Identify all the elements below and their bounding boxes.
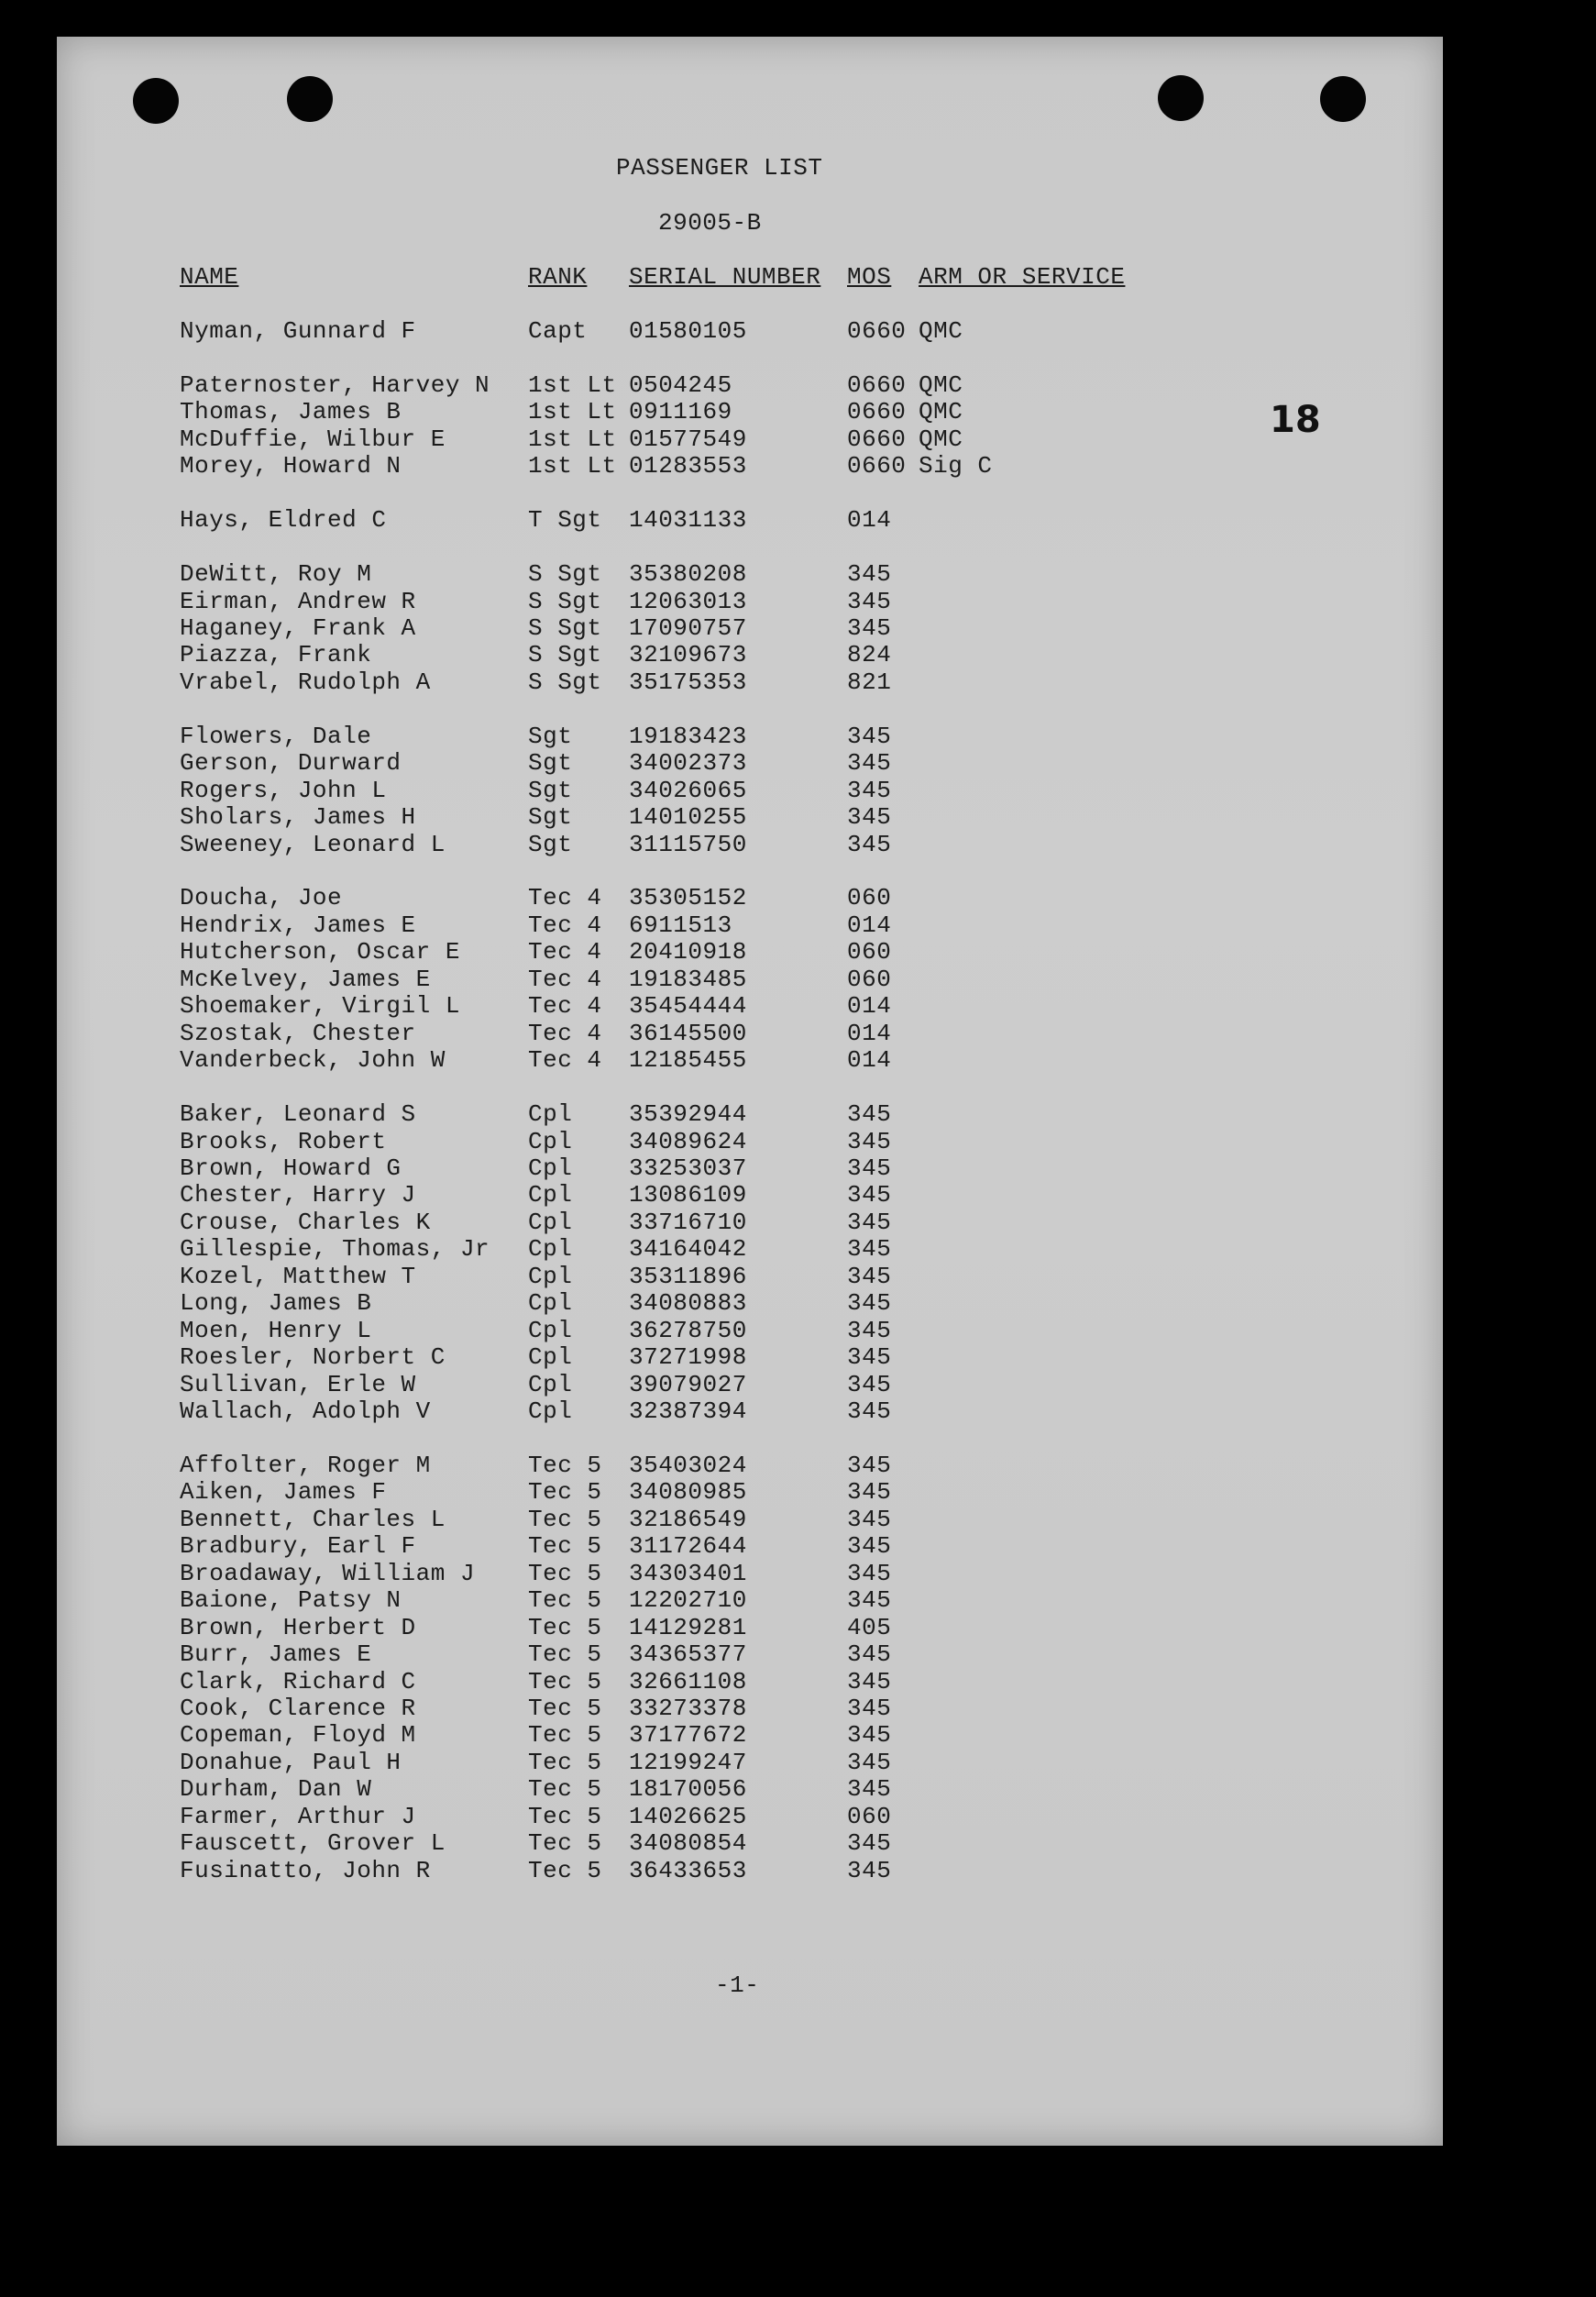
passenger-mos: 0660 — [847, 371, 907, 399]
passenger-mos: 345 — [847, 723, 892, 750]
passenger-mos: 345 — [847, 1154, 892, 1182]
punch-hole — [1320, 76, 1366, 122]
table-row — [0, 1263, 1596, 1290]
table-row — [0, 1668, 1596, 1695]
table-row — [0, 1181, 1596, 1209]
table-row — [0, 1829, 1596, 1857]
table-row — [0, 911, 1596, 939]
passenger-mos: 345 — [847, 749, 892, 777]
passenger-serial-number: 34080985 — [629, 1478, 747, 1506]
passenger-serial-number: 34080854 — [629, 1829, 747, 1857]
passenger-mos: 345 — [847, 1749, 892, 1776]
passenger-serial-number: 34365377 — [629, 1640, 747, 1668]
passenger-rank: Sgt — [528, 723, 573, 750]
passenger-mos: 345 — [847, 1343, 892, 1371]
passenger-mos: 345 — [847, 1181, 892, 1209]
passenger-rank: Cpl — [528, 1181, 573, 1209]
passenger-mos: 014 — [847, 1020, 892, 1047]
passenger-name: Sullivan, Erle W — [180, 1371, 416, 1398]
passenger-name: Broadaway, William J — [180, 1560, 476, 1587]
table-row — [0, 1478, 1596, 1506]
passenger-serial-number: 36145500 — [629, 1020, 747, 1047]
passenger-serial-number: 17090757 — [629, 614, 747, 642]
table-row — [0, 1775, 1596, 1803]
table-row — [0, 1506, 1596, 1533]
passenger-mos: 345 — [847, 1317, 892, 1344]
passenger-mos: 345 — [847, 614, 892, 642]
passenger-rank: S Sgt — [528, 641, 602, 668]
passenger-mos: 405 — [847, 1614, 892, 1641]
passenger-rank: Capt — [528, 317, 588, 345]
passenger-rank: Tec 4 — [528, 1020, 602, 1047]
passenger-serial-number: 33253037 — [629, 1154, 747, 1182]
passenger-name: Morey, Howard N — [180, 452, 402, 480]
table-row — [0, 938, 1596, 966]
passenger-name: Roesler, Norbert C — [180, 1343, 446, 1371]
passenger-rank: Tec 5 — [528, 1775, 602, 1803]
passenger-rank: Tec 5 — [528, 1452, 602, 1479]
passenger-mos: 345 — [847, 588, 892, 615]
passenger-serial-number: 33716710 — [629, 1209, 747, 1236]
passenger-name: Sweeney, Leonard L — [180, 831, 446, 858]
table-row — [0, 425, 1596, 453]
table-row — [0, 614, 1596, 642]
passenger-serial-number: 35454444 — [629, 992, 747, 1020]
passenger-mos: 345 — [847, 1532, 892, 1560]
passenger-name: Gillespie, Thomas, Jr — [180, 1235, 490, 1263]
passenger-name: Gerson, Durward — [180, 749, 402, 777]
table-row — [0, 1020, 1596, 1047]
passenger-serial-number: 01577549 — [629, 425, 747, 453]
header-name: NAME — [180, 263, 239, 291]
passenger-mos: 0660 — [847, 317, 907, 345]
passenger-rank: 1st Lt — [528, 398, 617, 425]
passenger-serial-number: 34089624 — [629, 1128, 747, 1155]
passenger-rank: Cpl — [528, 1263, 573, 1290]
passenger-mos: 345 — [847, 1721, 892, 1749]
passenger-serial-number: 33273378 — [629, 1695, 747, 1722]
passenger-rank: Tec 5 — [528, 1803, 602, 1830]
passenger-serial-number: 12202710 — [629, 1586, 747, 1614]
passenger-serial-number: 20410918 — [629, 938, 747, 966]
passenger-serial-number: 14026625 — [629, 1803, 747, 1830]
passenger-serial-number: 13086109 — [629, 1181, 747, 1209]
passenger-name: Copeman, Floyd M — [180, 1721, 416, 1749]
passenger-mos: 0660 — [847, 398, 907, 425]
passenger-name: Fusinatto, John R — [180, 1857, 431, 1884]
passenger-rank: Tec 5 — [528, 1478, 602, 1506]
passenger-serial-number: 32186549 — [629, 1506, 747, 1533]
passenger-mos: 345 — [847, 1289, 892, 1317]
table-row — [0, 1343, 1596, 1371]
passenger-mos: 345 — [847, 560, 892, 588]
passenger-rank: Sgt — [528, 803, 573, 831]
passenger-name: Hutcherson, Oscar E — [180, 938, 460, 966]
table-row — [0, 506, 1596, 534]
passenger-serial-number: 12063013 — [629, 588, 747, 615]
passenger-rank: Tec 5 — [528, 1560, 602, 1587]
passenger-name: Kozel, Matthew T — [180, 1263, 416, 1290]
passenger-serial-number: 12199247 — [629, 1749, 747, 1776]
passenger-mos: 345 — [847, 1235, 892, 1263]
passenger-rank: Tec 5 — [528, 1695, 602, 1722]
passenger-mos: 014 — [847, 506, 892, 534]
passenger-serial-number: 37177672 — [629, 1721, 747, 1749]
passenger-serial-number: 35392944 — [629, 1100, 747, 1128]
passenger-mos: 014 — [847, 992, 892, 1020]
passenger-serial-number: 31172644 — [629, 1532, 747, 1560]
passenger-rank: T Sgt — [528, 506, 602, 534]
table-row — [0, 1803, 1596, 1830]
table-row — [0, 1560, 1596, 1587]
table-row — [0, 992, 1596, 1020]
passenger-name: Hays, Eldred C — [180, 506, 387, 534]
passenger-name: Farmer, Arthur J — [180, 1803, 416, 1830]
passenger-mos: 345 — [847, 1397, 892, 1425]
passenger-serial-number: 0504245 — [629, 371, 732, 399]
passenger-rank: Tec 5 — [528, 1640, 602, 1668]
passenger-name: Donahue, Paul H — [180, 1749, 402, 1776]
passenger-mos: 0660 — [847, 425, 907, 453]
passenger-rank: Tec 4 — [528, 1046, 602, 1074]
passenger-serial-number: 34164042 — [629, 1235, 747, 1263]
passenger-name: Hendrix, James E — [180, 911, 416, 939]
passenger-serial-number: 35175353 — [629, 668, 747, 696]
table-row — [0, 371, 1596, 399]
passenger-name: McKelvey, James E — [180, 966, 431, 993]
passenger-serial-number: 37271998 — [629, 1343, 747, 1371]
passenger-mos: 345 — [847, 1586, 892, 1614]
passenger-name: Chester, Harry J — [180, 1181, 416, 1209]
header-serial-number: SERIAL NUMBER — [629, 263, 821, 291]
header-arm-or-service: ARM OR SERVICE — [919, 263, 1126, 291]
passenger-serial-number: 14129281 — [629, 1614, 747, 1641]
passenger-rank: Cpl — [528, 1317, 573, 1344]
passenger-name: Szostak, Chester — [180, 1020, 416, 1047]
passenger-serial-number: 12185455 — [629, 1046, 747, 1074]
table-row — [0, 803, 1596, 831]
passenger-rank: 1st Lt — [528, 452, 617, 480]
passenger-name: Crouse, Charles K — [180, 1209, 431, 1236]
passenger-rank: Cpl — [528, 1154, 573, 1182]
passenger-rank: Sgt — [528, 777, 573, 804]
passenger-rank: Cpl — [528, 1235, 573, 1263]
passenger-rank: Tec 4 — [528, 938, 602, 966]
passenger-name: Bradbury, Earl F — [180, 1532, 416, 1560]
passenger-mos: 345 — [847, 1128, 892, 1155]
table-row — [0, 1371, 1596, 1398]
passenger-serial-number: 35311896 — [629, 1263, 747, 1290]
list-number: 29005-B — [658, 209, 762, 237]
passenger-mos: 345 — [847, 1506, 892, 1533]
passenger-rank: S Sgt — [528, 588, 602, 615]
punch-hole — [1158, 75, 1204, 121]
passenger-serial-number: 36278750 — [629, 1317, 747, 1344]
passenger-rank: Tec 5 — [528, 1857, 602, 1884]
passenger-mos: 345 — [847, 831, 892, 858]
passenger-rank: Tec 5 — [528, 1506, 602, 1533]
passenger-arm-or-service: QMC — [919, 317, 963, 345]
passenger-rank: Tec 4 — [528, 884, 602, 911]
header-mos: MOS — [847, 263, 892, 291]
passenger-serial-number: 18170056 — [629, 1775, 747, 1803]
passenger-rank: Tec 5 — [528, 1586, 602, 1614]
table-row — [0, 1154, 1596, 1182]
passenger-serial-number: 0911169 — [629, 398, 732, 425]
header-rank: RANK — [528, 263, 588, 291]
passenger-rank: Tec 5 — [528, 1532, 602, 1560]
passenger-name: Burr, James E — [180, 1640, 372, 1668]
table-row — [0, 1695, 1596, 1722]
passenger-name: McDuffie, Wilbur E — [180, 425, 446, 453]
page-footer: -1- — [715, 1971, 760, 1999]
passenger-rank: S Sgt — [528, 614, 602, 642]
passenger-mos: 345 — [847, 1478, 892, 1506]
passenger-rank: Cpl — [528, 1100, 573, 1128]
passenger-rank: S Sgt — [528, 668, 602, 696]
table-row — [0, 588, 1596, 615]
passenger-mos: 345 — [847, 1857, 892, 1884]
passenger-name: Shoemaker, Virgil L — [180, 992, 460, 1020]
passenger-mos: 0660 — [847, 452, 907, 480]
passenger-name: Brown, Howard G — [180, 1154, 402, 1182]
passenger-rank: 1st Lt — [528, 371, 617, 399]
passenger-rank: Cpl — [528, 1209, 573, 1236]
passenger-name: Flowers, Dale — [180, 723, 372, 750]
table-row — [0, 560, 1596, 588]
passenger-mos: 345 — [847, 1100, 892, 1128]
table-row — [0, 1721, 1596, 1749]
table-row — [0, 1128, 1596, 1155]
table-row — [0, 831, 1596, 858]
table-row — [0, 1235, 1596, 1263]
passenger-rank: Tec 5 — [528, 1749, 602, 1776]
table-row — [0, 777, 1596, 804]
passenger-name: Haganey, Frank A — [180, 614, 416, 642]
passenger-name: Bennett, Charles L — [180, 1506, 446, 1533]
table-row — [0, 1209, 1596, 1236]
passenger-serial-number: 34080883 — [629, 1289, 747, 1317]
passenger-name: Fauscett, Grover L — [180, 1829, 446, 1857]
passenger-arm-or-service: QMC — [919, 371, 963, 399]
table-row — [0, 1452, 1596, 1479]
punch-hole — [133, 78, 179, 124]
passenger-name: Thomas, James B — [180, 398, 402, 425]
passenger-rank: Sgt — [528, 749, 573, 777]
passenger-name: Rogers, John L — [180, 777, 387, 804]
passenger-rank: Tec 4 — [528, 992, 602, 1020]
passenger-mos: 345 — [847, 1775, 892, 1803]
passenger-name: Brown, Herbert D — [180, 1614, 416, 1641]
passenger-serial-number: 35403024 — [629, 1452, 747, 1479]
passenger-mos: 345 — [847, 1263, 892, 1290]
table-row — [0, 966, 1596, 993]
table-row — [0, 668, 1596, 696]
passenger-mos: 824 — [847, 641, 892, 668]
passenger-name: Aiken, James F — [180, 1478, 387, 1506]
table-row — [0, 398, 1596, 425]
passenger-name: Vrabel, Rudolph A — [180, 668, 431, 696]
passenger-rank: Cpl — [528, 1397, 573, 1425]
passenger-serial-number: 35305152 — [629, 884, 747, 911]
passenger-name: Baione, Patsy N — [180, 1586, 402, 1614]
passenger-name: Paternoster, Harvey N — [180, 371, 490, 399]
document-title: PASSENGER LIST — [616, 154, 823, 182]
table-row — [0, 1749, 1596, 1776]
passenger-rank: Tec 5 — [528, 1829, 602, 1857]
passenger-name: Nyman, Gunnard F — [180, 317, 416, 345]
table-row — [0, 1317, 1596, 1344]
table-row — [0, 1857, 1596, 1884]
table-row — [0, 723, 1596, 750]
passenger-serial-number: 34002373 — [629, 749, 747, 777]
passenger-rank: Tec 5 — [528, 1721, 602, 1749]
table-row — [0, 1586, 1596, 1614]
passenger-name: Vanderbeck, John W — [180, 1046, 446, 1074]
passenger-name: Brooks, Robert — [180, 1128, 387, 1155]
table-row — [0, 749, 1596, 777]
passenger-arm-or-service: QMC — [919, 425, 963, 453]
passenger-serial-number: 32387394 — [629, 1397, 747, 1425]
table-row — [0, 1100, 1596, 1128]
passenger-name: Affolter, Roger M — [180, 1452, 431, 1479]
passenger-rank: Cpl — [528, 1371, 573, 1398]
passenger-rank: Tec 5 — [528, 1668, 602, 1695]
passenger-mos: 345 — [847, 777, 892, 804]
page-mark: 18 — [1270, 399, 1321, 441]
passenger-arm-or-service: Sig C — [919, 452, 993, 480]
passenger-name: Sholars, James H — [180, 803, 416, 831]
table-row — [0, 317, 1596, 345]
passenger-serial-number: 01283553 — [629, 452, 747, 480]
passenger-serial-number: 35380208 — [629, 560, 747, 588]
table-row — [0, 884, 1596, 911]
passenger-rank: Tec 5 — [528, 1614, 602, 1641]
passenger-rank: Tec 4 — [528, 911, 602, 939]
passenger-mos: 345 — [847, 1640, 892, 1668]
passenger-rank: Tec 4 — [528, 966, 602, 993]
passenger-rank: Cpl — [528, 1343, 573, 1371]
passenger-serial-number: 39079027 — [629, 1371, 747, 1398]
passenger-rank: 1st Lt — [528, 425, 617, 453]
passenger-serial-number: 14031133 — [629, 506, 747, 534]
passenger-name: Durham, Dan W — [180, 1775, 372, 1803]
passenger-name: Eirman, Andrew R — [180, 588, 416, 615]
passenger-name: Wallach, Adolph V — [180, 1397, 431, 1425]
passenger-mos: 345 — [847, 1452, 892, 1479]
passenger-mos: 345 — [847, 803, 892, 831]
passenger-mos: 345 — [847, 1668, 892, 1695]
table-row — [0, 1046, 1596, 1074]
passenger-serial-number: 32109673 — [629, 641, 747, 668]
passenger-name: Moen, Henry L — [180, 1317, 372, 1344]
passenger-name: Cook, Clarence R — [180, 1695, 416, 1722]
passenger-mos: 014 — [847, 1046, 892, 1074]
passenger-mos: 060 — [847, 884, 892, 911]
passenger-name: DeWitt, Roy M — [180, 560, 372, 588]
passenger-name: Piazza, Frank — [180, 641, 372, 668]
passenger-serial-number: 36433653 — [629, 1857, 747, 1884]
table-row — [0, 1289, 1596, 1317]
table-row — [0, 641, 1596, 668]
passenger-name: Clark, Richard C — [180, 1668, 416, 1695]
passenger-arm-or-service: QMC — [919, 398, 963, 425]
passenger-serial-number: 19183423 — [629, 723, 747, 750]
passenger-rank: Sgt — [528, 831, 573, 858]
passenger-serial-number: 14010255 — [629, 803, 747, 831]
passenger-serial-number: 31115750 — [629, 831, 747, 858]
table-row — [0, 452, 1596, 480]
passenger-mos: 060 — [847, 966, 892, 993]
passenger-serial-number: 34303401 — [629, 1560, 747, 1587]
passenger-rank: Cpl — [528, 1128, 573, 1155]
passenger-mos: 060 — [847, 938, 892, 966]
table-row — [0, 1532, 1596, 1560]
passenger-serial-number: 34026065 — [629, 777, 747, 804]
passenger-mos: 014 — [847, 911, 892, 939]
passenger-name: Long, James B — [180, 1289, 372, 1317]
passenger-rank: S Sgt — [528, 560, 602, 588]
passenger-serial-number: 32661108 — [629, 1668, 747, 1695]
punch-hole — [287, 76, 333, 122]
table-row — [0, 1397, 1596, 1425]
table-row — [0, 1640, 1596, 1668]
passenger-mos: 345 — [847, 1371, 892, 1398]
passenger-serial-number: 6911513 — [629, 911, 732, 939]
passenger-mos: 345 — [847, 1695, 892, 1722]
passenger-name: Baker, Leonard S — [180, 1100, 416, 1128]
passenger-mos: 345 — [847, 1560, 892, 1587]
table-row — [0, 1614, 1596, 1641]
passenger-name: Doucha, Joe — [180, 884, 343, 911]
passenger-serial-number: 01580105 — [629, 317, 747, 345]
passenger-serial-number: 19183485 — [629, 966, 747, 993]
passenger-mos: 345 — [847, 1209, 892, 1236]
passenger-mos: 345 — [847, 1829, 892, 1857]
passenger-mos: 060 — [847, 1803, 892, 1830]
passenger-rank: Cpl — [528, 1289, 573, 1317]
passenger-mos: 821 — [847, 668, 892, 696]
